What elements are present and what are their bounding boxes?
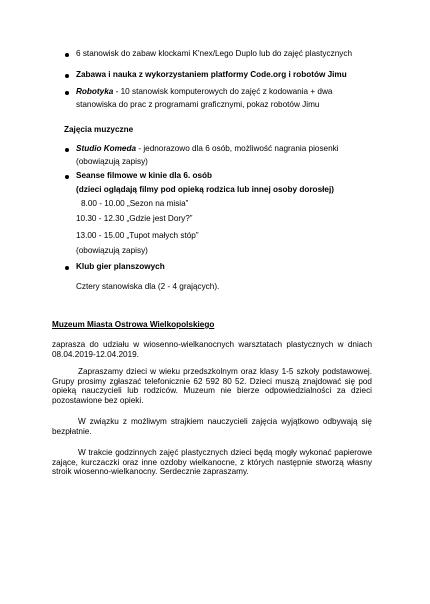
bullet-icon (65, 148, 69, 152)
museum-paragraph-1 (52, 367, 372, 405)
museum-paragraph-1-text: Zapraszamy dzieci w wieku przedszkolnym oraz klasy 1-5 szkoły podstawowej. Grupy prosimy zgłaszać telefonicznie 62 592 80 52. Dzieci muszą znajdować się pod opieką nauczycieli lub rodziców. Muzeum nie bierze odpowiedzialności za dzieci pozostawione bez opieki. (52, 367, 372, 405)
studio-text: - jednorazowo dla 6 osób, możliwość nagrania piosenki (136, 144, 339, 153)
klub-gier-text: Cztery stanowiska dla (2 - 4 grających). (76, 282, 220, 291)
music-heading: Zajęcia muzyczne (64, 125, 134, 134)
list-item-code-org: Zabawa i nauka z wykorzystaniem platformy Code.org i robotów Jimu (76, 70, 347, 79)
museum-intro: zaprasza do udziału w wiosenno-wielkanocnych warsztatach plastycznych w dniach 08.04.2019-12.04.2019. (52, 340, 372, 359)
bullet-icon (65, 53, 69, 57)
bullet-icon (65, 91, 69, 95)
museum-paragraph-2-text: W związku z możliwym strajkiem nauczycieli zajęcia wyjątkowo odbywają się bezpłatnie. (52, 417, 372, 436)
screening-3: 13.00 - 15.00 „Tupot małych stóp” (76, 231, 199, 240)
robotyka-continuation: stanowiska do prac z programami graficznymi, pokaz robotów Jimu (76, 100, 320, 109)
list-item-studio-komeda (76, 143, 339, 154)
bullet-icon (65, 266, 69, 270)
list-item-seanse: Seanse filmowe w kinie dla 6. osób (76, 171, 213, 180)
seanse-subtitle: (dzieci oglądają filmy pod opieką rodzica lub innej osoby dorosłej) (76, 185, 334, 194)
list-item-klocki: 6 stanowisk do zabaw klockami K'nex/Lego Duplo lub do zajęć plastycznych (76, 49, 352, 58)
bullet-icon (65, 74, 69, 78)
studio-title: Studio Komeda (76, 144, 137, 153)
museum-paragraph-3 (52, 448, 372, 477)
list-item-klub-gier: Klub gier planszowych (76, 262, 165, 271)
robotyka-text: - 10 stanowisk komputerowych do zajęć z kodowania + dwa (113, 87, 333, 96)
museum-paragraph-3-text: W trakcie godzinnych zajęć plastycznych dzieci będą mogły wykonać papierowe zające, kurczaczki oraz inne ozdoby wielkanocne, z których następnie stworzą własny stroik wiosenno-wielkanocny. Serdecznie zapraszamy. (52, 448, 372, 477)
bullet-icon (65, 175, 69, 179)
museum-heading: Muzeum Miasta Ostrowa Wielkopolskiego (52, 320, 215, 329)
screening-2: 10.30 - 12.30 „Gdzie jest Dory?” (76, 214, 193, 223)
museum-paragraph-2 (52, 417, 372, 436)
robotyka-title: Robotyka (76, 87, 114, 96)
studio-continuation: (obowiązują zapisy) (76, 157, 148, 166)
screening-1: 8.00 - 10.00 „Sezon na misia” (81, 199, 189, 208)
screening-note: (obowiązują zapisy) (76, 246, 148, 255)
list-item-robotyka (76, 86, 332, 97)
